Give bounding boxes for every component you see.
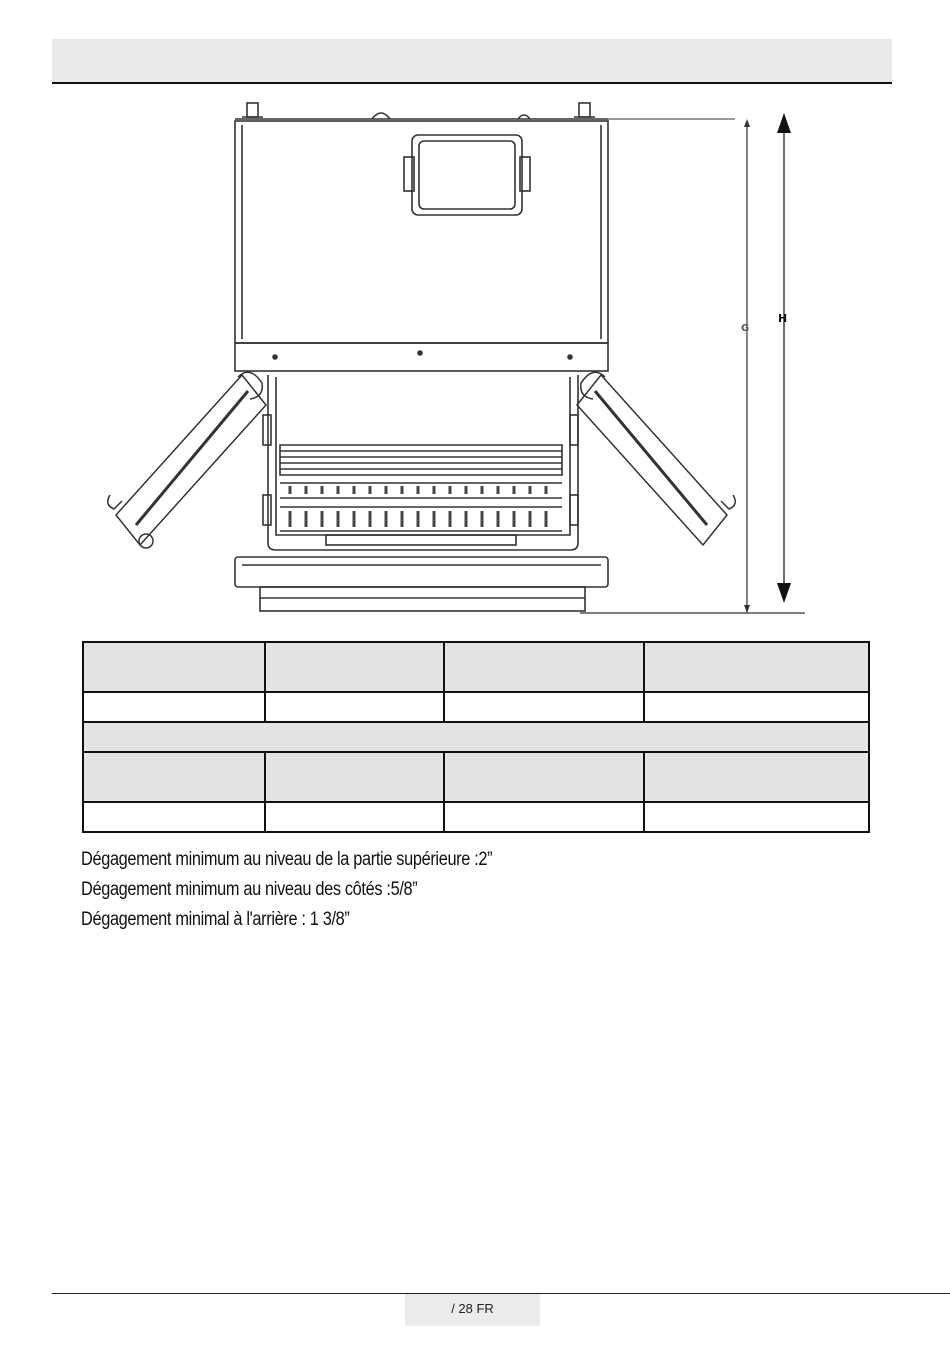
open-freezer-drawer <box>263 375 578 550</box>
table-cell <box>444 802 644 832</box>
upper-cabinet <box>235 121 608 343</box>
table-cell <box>644 752 869 802</box>
note-rear-clearance: Dégagement minimal à l'arrière : 1 3/8” <box>81 909 350 930</box>
dimension-spec-table <box>82 641 870 833</box>
right-open-door <box>577 372 735 545</box>
table-cell <box>83 642 265 692</box>
table-cell <box>644 802 869 832</box>
left-open-door <box>108 372 266 548</box>
clearance-notes <box>81 845 861 935</box>
table-cell <box>644 692 869 722</box>
note-top-clearance: Dégagement minimum au niveau de la partie supérieure :2” <box>81 849 493 870</box>
table-cell <box>444 692 644 722</box>
dimension-h-arrow-up <box>777 113 791 133</box>
table-cell <box>644 642 869 692</box>
dimension-g-label: G <box>741 323 750 334</box>
table-header-row <box>83 642 869 692</box>
note-side-clearance: Dégagement minimum au niveau des côtés :5/8” <box>81 879 418 900</box>
table-section-row <box>83 722 869 752</box>
table-cell <box>265 692 444 722</box>
table-row <box>83 692 869 722</box>
middle-bar <box>235 343 608 371</box>
table-cell <box>265 802 444 832</box>
table-header-row <box>83 752 869 802</box>
table-cell <box>265 642 444 692</box>
dimension-h-arrow-down <box>777 583 791 603</box>
table-cell <box>83 692 265 722</box>
dispenser-panel <box>404 135 530 215</box>
table-cell <box>444 642 644 692</box>
table-cell <box>444 752 644 802</box>
table-cell <box>83 802 265 832</box>
header-bar <box>52 39 892 84</box>
refrigerator-dimension-diagram <box>100 95 820 625</box>
table-cell <box>265 752 444 802</box>
table-cell <box>83 722 869 752</box>
dimension-h-label: H <box>778 312 788 325</box>
table-row <box>83 802 869 832</box>
table-cell <box>83 752 265 802</box>
right-hinge-cap <box>574 103 595 117</box>
drawer-front-base <box>235 557 608 611</box>
page-number: / 28 FR <box>405 1294 540 1326</box>
left-hinge-cap <box>242 103 263 117</box>
